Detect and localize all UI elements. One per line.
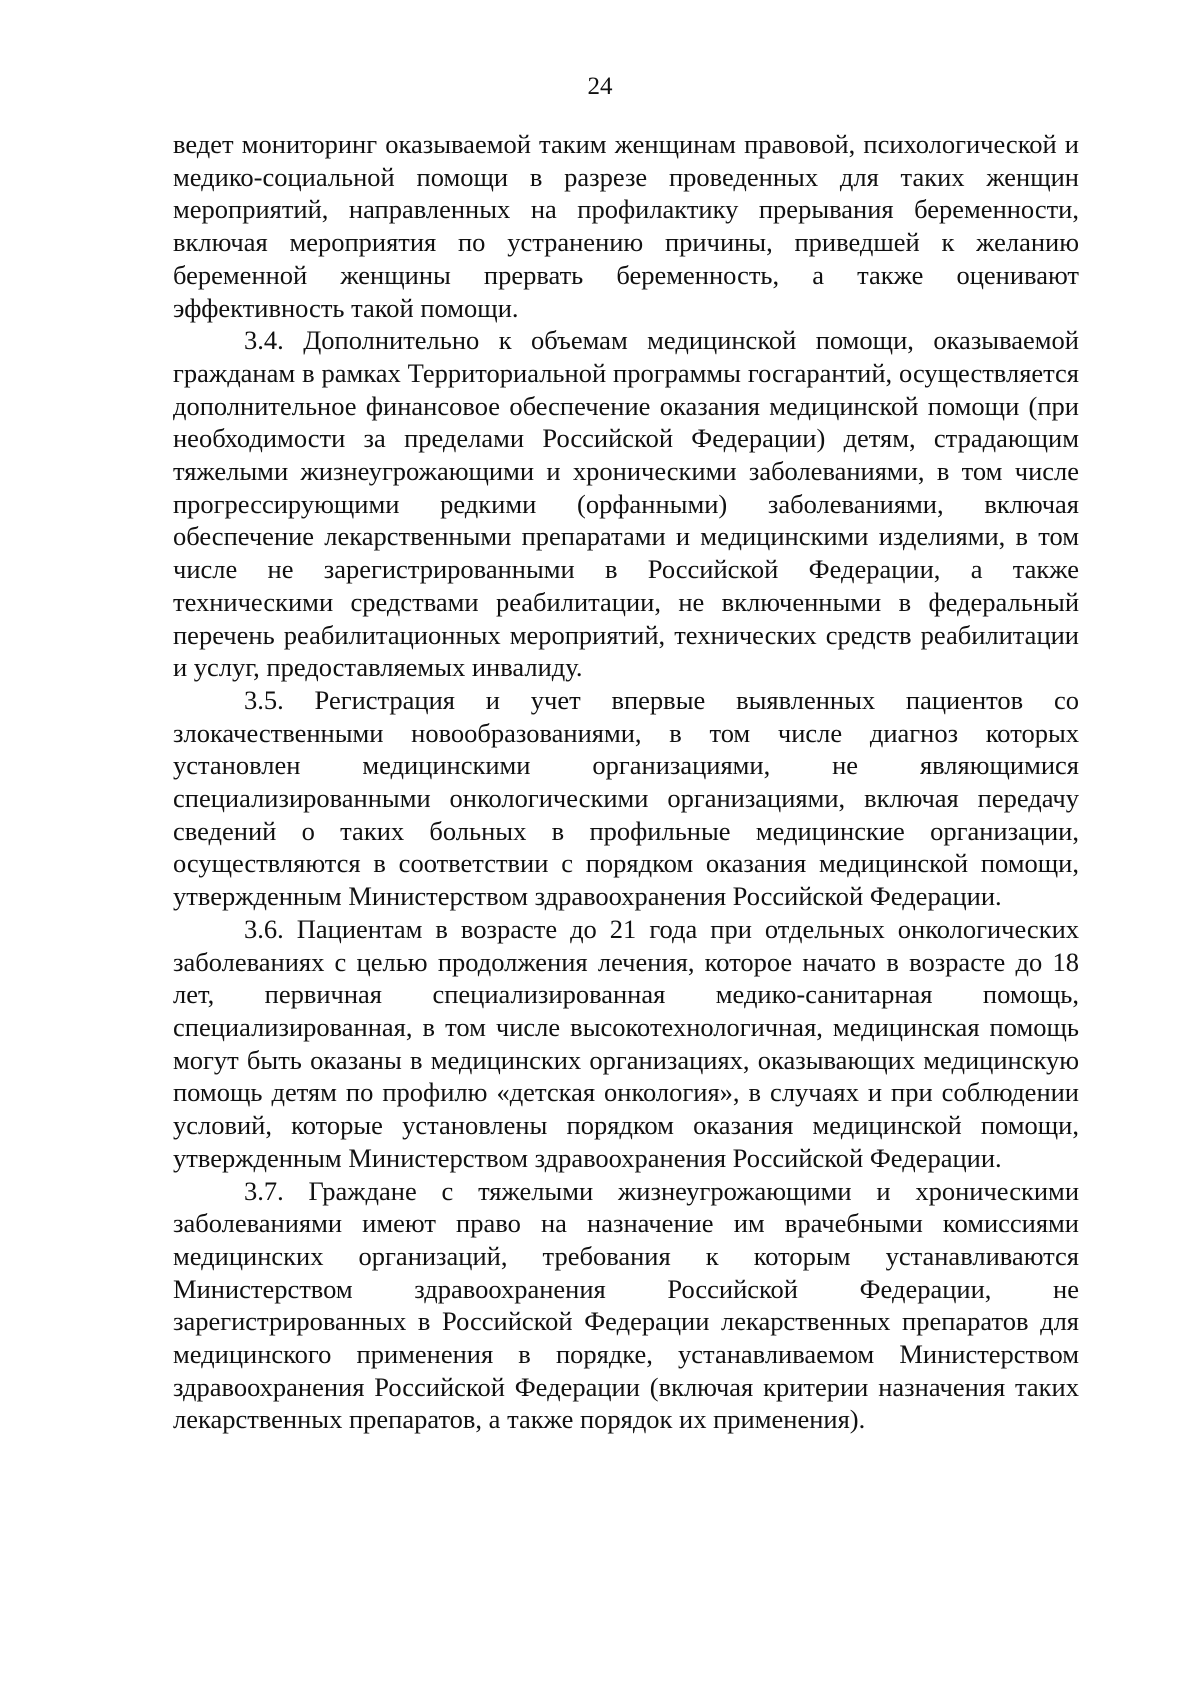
paragraph-continuation: ведет мониторинг оказываемой таким женщинам правовой, психологической и медико-социальной помощи в разрезе проведенных для таких женщин мероприятий, направленных на профилактику прерывания беременности, включая мероприятия по устранению причины, приведшей к желанию беременной женщины прервать беременность, а также оценивают эффективность такой помощи. xyxy=(173,129,1079,323)
paragraph-3-7: 3.7. Граждане с тяжелыми жизнеугрожающими и хроническими заболеваниями имеют право на назначение им врачебными комиссиями медицинских организаций, требования к которым устанавливаются Министерством здравоохранения Российской Федерации, не зарегистрированных в Российской Федерации лекарственных препаратов для медицинского применения в порядке, устанавливаемом Министерством здравоохранения Российской Федерации (включая критерии назначения таких лекарственных препаратов, а также порядок их применения). xyxy=(173,1175,1079,1435)
paragraph-3-6: 3.6. Пациентам в возрасте до 21 года при отдельных онкологических заболеваниях с целью продолжения лечения, которое начато в возрасте до 18 лет, первичная специализированная медико-санитарная помощь, специализированная, в том числе высокотехнологичная, медицинская помощь могут быть оказаны в медицинских организациях, оказывающих медицинскую помощь детям по профилю «детская онкология», в случаях и при соблюдении условий, которые установлены порядком оказания медицинской помощи, утвержденным Министерством здравоохранения Российской Федерации. xyxy=(173,913,1079,1173)
paragraph-3-4: 3.4. Дополнительно к объемам медицинской помощи, оказываемой гражданам в рамках Территориальной программы госгарантий, осуществляется дополнительное финансовое обеспечение оказания медицинской помощи (при необходимости за пределами Российской Федерации) детям, страдающим тяжелыми жизнеугрожающими и хроническими заболеваниями, в том числе прогрессирующими редкими (орфанными) заболеваниями, включая обеспечение лекарственными препаратами и медицинскими изделиями, в том числе не зарегистрированными в Российской Федерации, а также техническими средствами реабилитации, не включенными в федеральный перечень реабилитационных мероприятий, технических средств реабилитации и услуг, предоставляемых инвалиду. xyxy=(173,325,1079,683)
paragraph-3-5: 3.5. Регистрация и учет впервые выявленных пациентов со злокачественными новообразованиями, в том числе диагноз которых установлен медицинскими организациями, не являющимися специализированными онкологическими организациями, включая передачу сведений о таких больных в профильные медицинские организации, осуществляются в соответствии с порядком оказания медицинской помощи, утвержденным Министерством здравоохранения Российской Федерации. xyxy=(173,684,1079,912)
page-number: 24 xyxy=(587,73,613,100)
document-body xyxy=(173,128,1079,1436)
